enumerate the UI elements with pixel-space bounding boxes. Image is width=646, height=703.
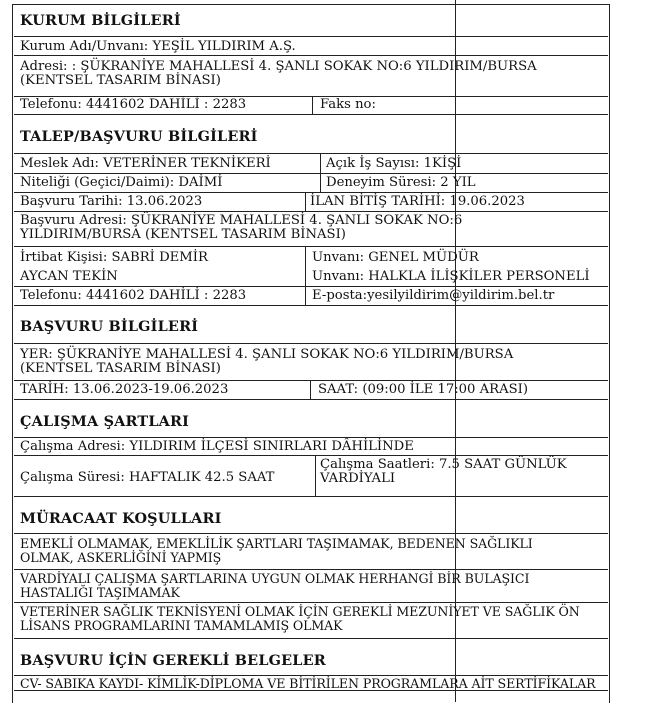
rule — [14, 173, 608, 174]
basvuru-tarihi: Başvuru Tarihi: 13.06.2023 — [20, 194, 203, 209]
rule — [14, 455, 608, 456]
rule — [14, 305, 608, 306]
belgeler-item: CV- SABIKA KAYDI- KİMLİK-DİPLOMA VE BİTİRİLEN PROGRAMLARA AİT SERTİFİKALAR — [20, 676, 596, 691]
talep-telefon: Telefonu: 4441602 DAHİLİ : 2283 — [20, 288, 247, 303]
talep-eposta: E-posta:yesilyildirim@yildirim.bel.tr — [312, 288, 555, 303]
rule — [14, 153, 608, 154]
niteligi: Niteliği (Geçici/Daimi): DAİMİ — [20, 175, 223, 190]
rule — [14, 569, 608, 570]
kurum-telefon: Telefonu: 4441602 DAHİLİ : 2283 — [20, 97, 247, 112]
unvan-1: Unvanı: GENEL MÜDÜR — [312, 250, 479, 265]
kurum-adi: Kurum Adı/Unvanı: YEŞİL YILDIRIM A.Ş. — [20, 39, 296, 54]
rule — [14, 437, 608, 438]
muracaat-item: VARDİYALI ÇALIŞMA ŞARTLARINA UYGUN OLMAK HERHANGİ BİR BULAŞICI HASTALIĞI TAŞIMAMAK — [20, 571, 530, 601]
calisma-adresi: Çalışma Adresi: YILDIRIM İLÇESİ SINIRLARI DÂHİLİNDE — [20, 439, 414, 454]
cell-divider — [305, 246, 306, 305]
calisma-suresi: Çalışma Süresi: HAFTALIK 42.5 SAAT — [20, 470, 275, 485]
rule — [14, 343, 608, 344]
basvuru-yer: YER: ŞÜKRANİYE MAHALLESİ 4. ŞANLI SOKAK NO:6 YILDIRIM/BURSA (KENTSEL TASARIM BİNASI) — [20, 347, 514, 377]
rule — [14, 36, 608, 37]
basvuru-saat: SAAT: (09:00 İLE 17:00 ARASI) — [318, 382, 529, 397]
rule — [14, 55, 608, 56]
rule — [14, 286, 608, 287]
rule — [14, 211, 608, 212]
section-title-kurum: KURUM BİLGİLERİ — [20, 12, 181, 29]
rule — [14, 533, 608, 534]
cell-divider — [320, 153, 321, 192]
unvan-2: Unvanı: HALKLA İLİŞKİLER PERSONELİ — [312, 269, 590, 284]
acik-is-sayisi: Açık İş Sayısı: 1KİŞİ — [326, 156, 462, 171]
section-title-calisma: ÇALIŞMA ŞARTLARI — [20, 413, 190, 430]
deneyim-suresi: Deneyim Süresi: 2 YIL — [326, 175, 476, 190]
kurum-adres: Adresi: : ŞÜKRANİYE MAHALLESİ 4. ŞANLI SOKAK NO:6 YILDIRIM/BURSA (KENTSEL TASARIM BİNASI) — [20, 59, 537, 89]
irtibat-kisisi-2: AYCAN TEKİN — [20, 269, 118, 284]
irtibat-kisisi-1: İrtibat Kişisi: SABRİ DEMİR — [20, 250, 208, 265]
ilan-bitis-tarihi: İLAN BİTİŞ TARİHİ: 19.06.2023 — [310, 194, 525, 209]
cell-divider — [312, 96, 313, 114]
rule — [14, 399, 608, 400]
rule — [14, 638, 608, 639]
muracaat-item: VETERİNER SAĞLIK TEKNİSYENİ OLMAK İÇİN GEREKLİ MEZUNİYET VE SAĞLIK ÖN LİSANS PROGRAMLARINI TAMAMLAMIŞ OLMAK — [20, 604, 580, 634]
basvuru-tarih: TARİH: 13.06.2023-19.06.2023 — [20, 382, 229, 397]
rule — [14, 246, 608, 247]
cell-divider — [315, 455, 316, 496]
muracaat-item: EMEKLİ OLMAMAK, EMEKLİLİK ŞARTLARI TAŞIMAMAK, BEDENEN SAĞLIKLI OLMAK, ASKERLİĞİNİ YAPMIŞ — [20, 536, 533, 566]
rule — [14, 192, 608, 193]
section-title-belgeler: BAŞVURU İÇİN GEREKLİ BELGELER — [20, 652, 326, 669]
cell-divider — [305, 192, 306, 211]
cell-divider — [310, 380, 311, 399]
section-title-muracaat: MÜRACAAT KOŞULLARI — [20, 510, 222, 527]
section-title-basvuru: BAŞVURU BİLGİLERİ — [20, 318, 199, 335]
rule — [14, 602, 608, 603]
rule — [14, 496, 608, 497]
calisma-saatleri: Çalışma Saatleri: 7.5 SAAT GÜNLÜK VARDİYALI — [320, 457, 567, 487]
basvuru-adresi: Başvuru Adresi: ŞÜKRANİYE MAHALLESİ 4. ŞANLI SOKAK NO:6 YILDIRIM/BURSA (KENTSEL TASARIM BİNASI) — [20, 213, 463, 243]
kurum-faks: Faks no: — [320, 97, 376, 112]
section-title-talep: TALEP/BAŞVURU BİLGİLERİ — [20, 128, 258, 145]
rule — [14, 114, 608, 115]
meslek-adi: Meslek Adı: VETERİNER TEKNİKERİ — [20, 156, 271, 171]
